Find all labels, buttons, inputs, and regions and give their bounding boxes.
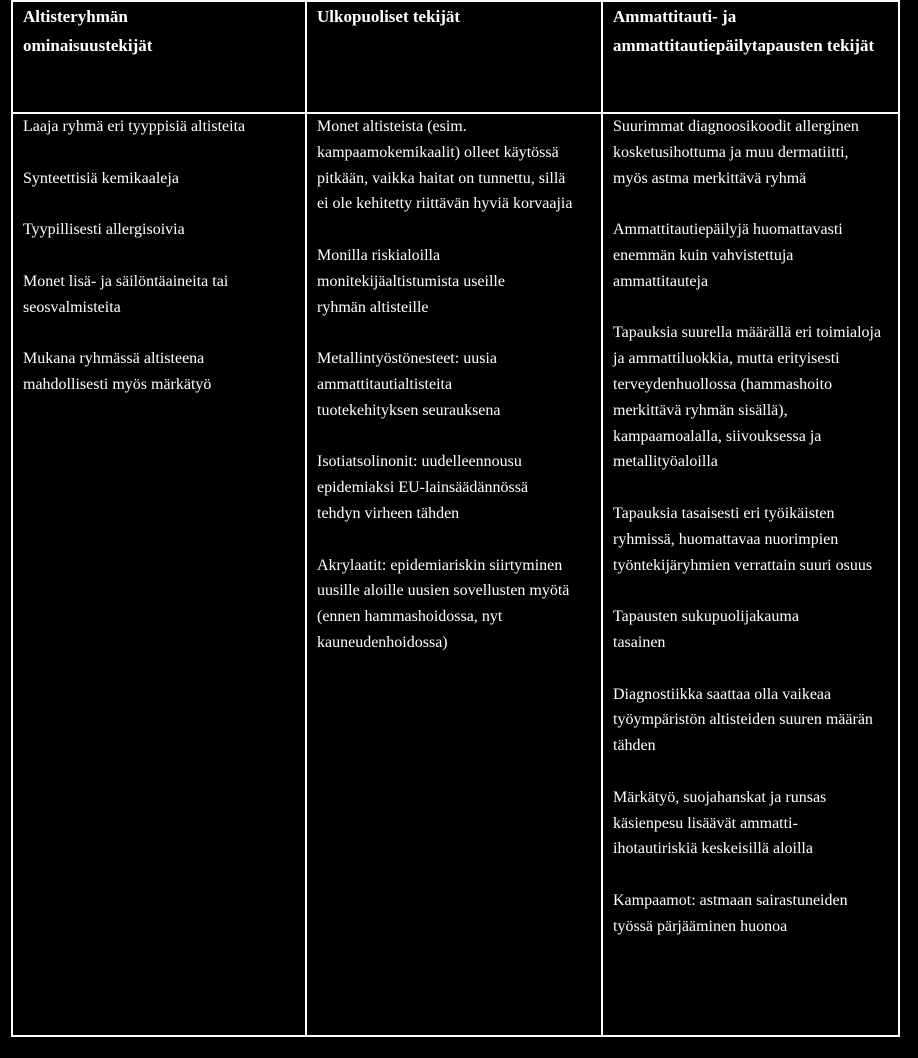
list-item: Mukana ryhmässä altisteena mahdollisesti myös märkätyö (23, 350, 212, 393)
header-external-factors-text: Ulkopuoliset tekijät (317, 7, 461, 26)
header-occupational-disease-text: Ammattitauti- ja ammattitautiepäilytapausten tekijät (613, 7, 875, 55)
list-item: Tyypillisesti allergisoivia (23, 221, 185, 239)
cell-exposure-group (12, 113, 306, 1036)
factors-table (11, 0, 900, 1037)
list-item: Tapauksia suurella määrällä eri toimialoja ja ammattiluokkia, mutta erityisesti terveydenhuollossa (hammashoito merkittävä ryhmän sisällä), kampaamoalalla, siivouksessa ja metallityöaloilla (613, 324, 882, 471)
header-cell-external-factors (306, 1, 602, 113)
list-item: Monet lisä- ja säilöntäaineita tai seosvalmisteita (23, 272, 229, 316)
list-item: Kampaamot: astmaan sairastuneiden työssä pärjääminen huonoa (613, 891, 848, 935)
header-exposure-group-text: Altisteryhmän ominaisuustekijät (23, 7, 153, 55)
list-item: Akrylaatit: epidemiariskin siirtyminen uusille aloille uusien sovellusten myötä (ennen hammashoidossa, nyt kauneudenhoidossa) (317, 556, 570, 651)
list-item: Tapauksia tasaisesti eri työikäisten ryhmissä, huomattavaa nuorimpien työntekijäryhmien verrattain suuri osuus (613, 504, 873, 574)
table-body-row (12, 113, 899, 1036)
header-cell-occupational-disease (602, 1, 899, 113)
list-item: Suurimmat diagnoosikoodit allerginen kosketusihottuma ja muu dermatiitti, myös astma merkittävä ryhmä (613, 118, 859, 187)
list-item: Monilla riskialoilla monitekijäaltistumista useille ryhmän altisteille (317, 246, 505, 316)
table-header-row (12, 1, 899, 113)
list-item: Monet altisteista (esim. kampaamokemikaalit) olleet käytössä pitkään, vaikka haitat on tunnettu, sillä ei ole kehitetty riittävän hyviä korvaajia (317, 118, 573, 213)
header-cell-exposure-group (12, 1, 306, 113)
list-item: Märkätyö, suojahanskat ja runsas käsienpesu lisäävät ammatti-ihotautiriskiä keskeisillä aloilla (613, 788, 827, 858)
list-item: Isotiatsolinonit: uudelleennousu epidemiaksi EU-lainsäädännössä tehdyn virheen tähden (317, 453, 529, 522)
cell-external-factors (306, 113, 602, 1036)
list-item: Diagnostiikka saattaa olla vaikeaa työympäristön altisteiden suuren määrän tähden (613, 685, 873, 755)
list-item: Ammattitautiepäilyjä huomattavasti enemmän kuin vahvistettuja ammattitauteja (613, 221, 843, 290)
list-item: Laaja ryhmä eri tyyppisiä altisteita (23, 118, 246, 135)
list-item: Synteettisiä kemikaaleja (23, 169, 179, 187)
cell-occupational-disease (602, 113, 899, 1036)
list-item: Metallintyöstönesteet: uusia ammattitautialtisteita tuotekehityksen seurauksena (317, 350, 501, 419)
list-item: Tapausten sukupuolijakauma tasainen (613, 608, 799, 651)
